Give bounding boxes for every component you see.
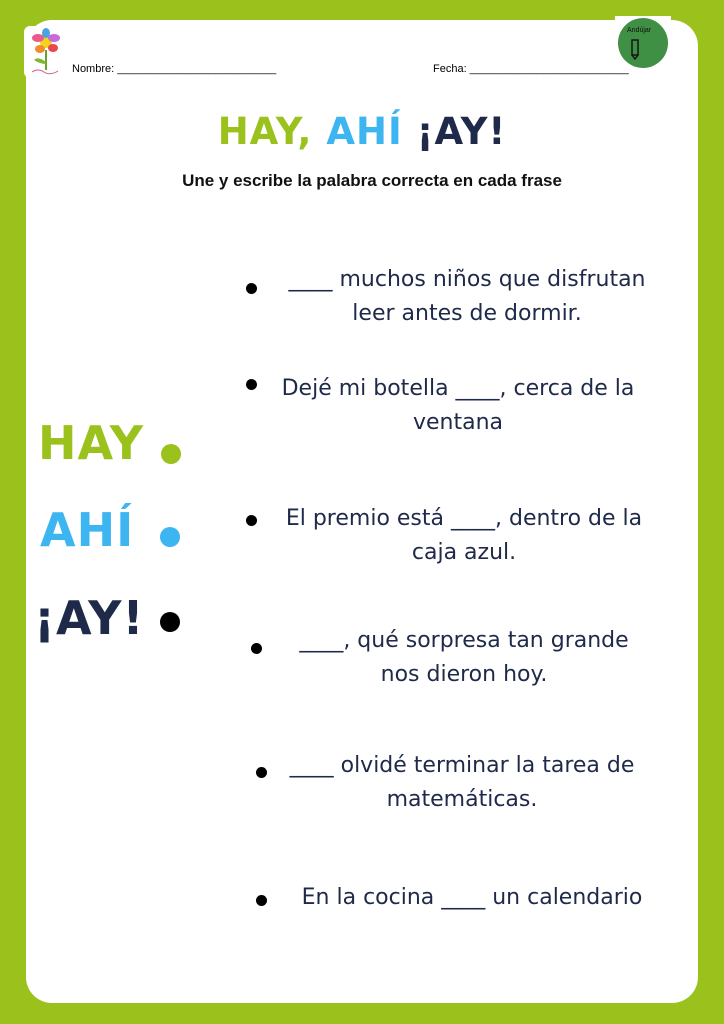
sentence-2-line-1: Dejé mi botella ____, cerca de la [281,376,635,401]
match-dot-sentence-3[interactable] [246,515,257,526]
school-logo [615,16,671,70]
name-field-label: Nombre: __________________________ [72,63,277,75]
sentence-6-line-1: En la cocina ____ un calendario [301,885,643,910]
sentence-5-line-1: ____ olvidé terminar la tarea de [289,753,635,778]
title-ahi: AHÍ [326,110,403,153]
logo-circle [618,18,668,68]
sentence-3 [262,502,666,570]
match-dot-ahi[interactable] [160,527,180,547]
sentence-6 [276,881,668,915]
pencil-icon [629,38,641,60]
instructions: Une y escribe la palabra correcta en cada frase [182,171,562,190]
match-dot-sentence-6[interactable] [256,895,267,906]
sentence-2 [258,372,658,440]
page-title [0,110,724,153]
match-dot-sentence-1[interactable] [246,283,257,294]
sentence-4 [272,624,656,692]
sentence-1-line-1: ____ muchos niños que disfrutan [288,267,646,292]
match-dot-sentence-4[interactable] [251,643,262,654]
sentence-4-line-2: nos dieron hoy. [380,662,548,687]
match-dot-ay[interactable] [160,612,180,632]
sentence-4-line-1: ____, qué sorpresa tan grande [299,628,629,653]
date-field-label: Fecha: __________________________ [433,63,629,75]
sentence-1-line-2: leer antes de dormir. [352,301,582,326]
match-dot-sentence-2[interactable] [246,379,257,390]
logo-text: Andújar [627,27,652,34]
sentence-2-line-2: ventana [412,410,504,435]
title-ay: ¡AY! [416,110,507,153]
word-ay: ¡AY! [34,591,145,645]
sentence-3-line-1: El premio está ____, dentro de la [285,506,643,531]
sentence-3-line-2: caja azul. [411,540,517,565]
sentence-5 [264,749,660,817]
sentence-5-line-2: matemáticas. [386,787,538,812]
match-dot-hay[interactable] [161,444,181,464]
flower-logo [24,26,68,78]
title-hay: HAY, [217,110,313,153]
sentence-1 [262,263,672,331]
word-ahi: AHÍ [40,503,135,557]
word-hay: HAY [38,416,145,470]
